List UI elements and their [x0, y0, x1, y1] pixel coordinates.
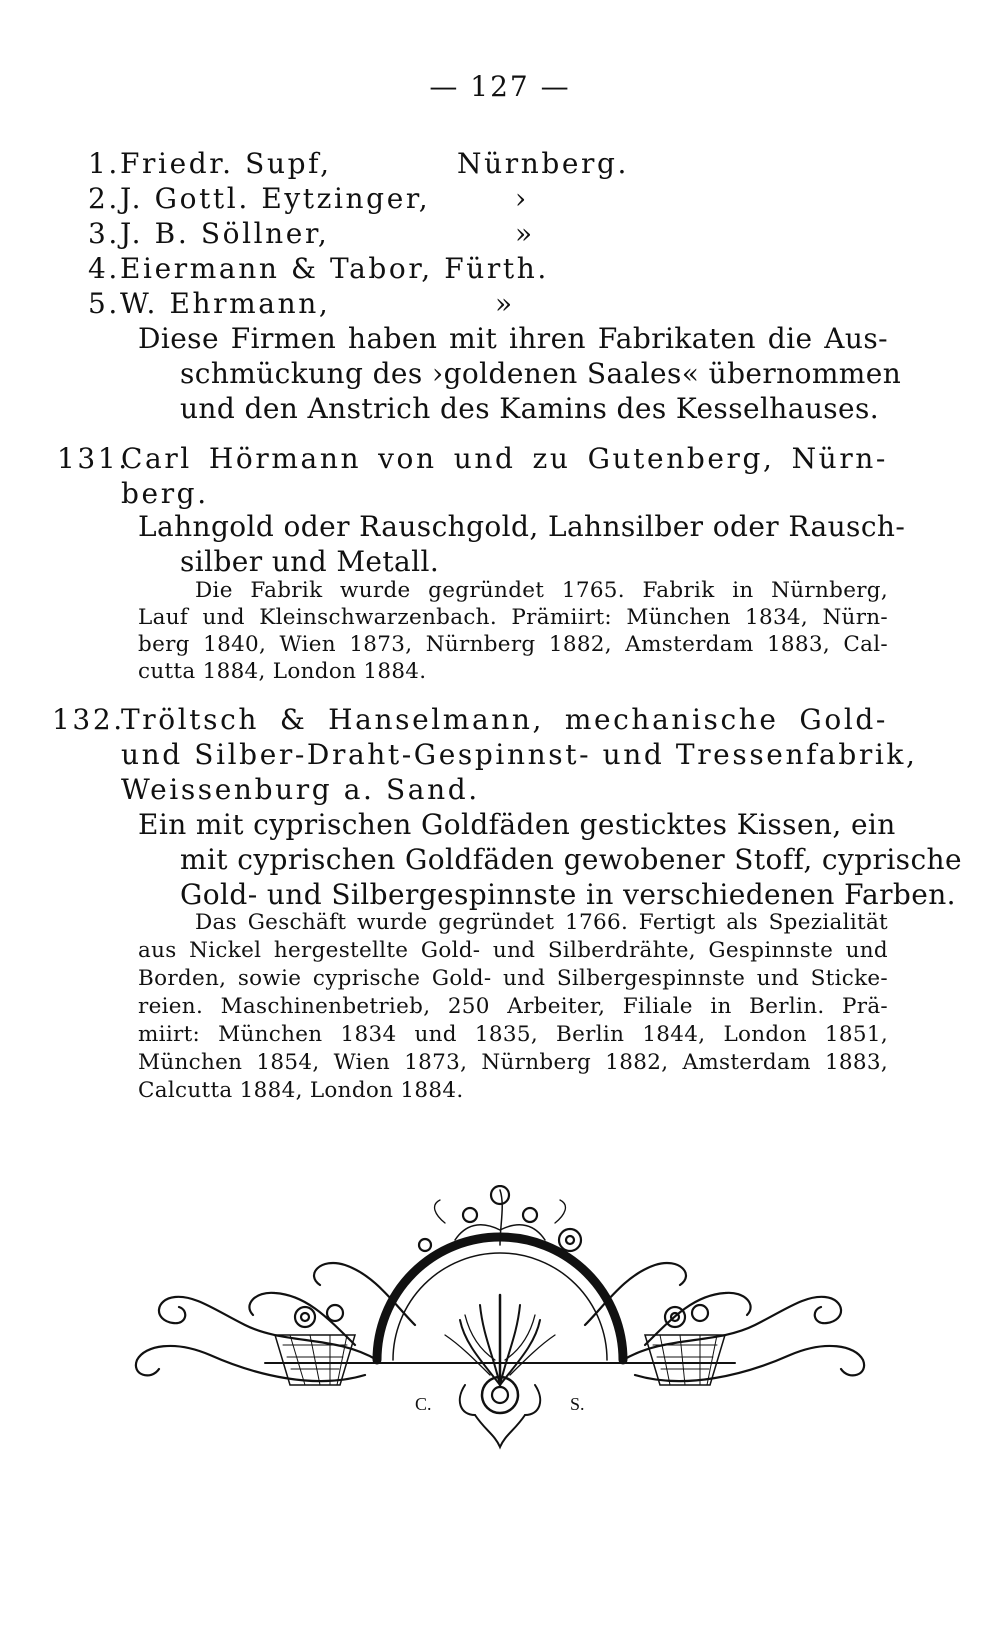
entry-note: cutta 1884, London 1884. — [138, 659, 427, 684]
entry-heading: berg. — [121, 477, 209, 510]
item-number: 2. — [88, 182, 120, 215]
ditto-mark: » — [495, 287, 515, 320]
entry-note: berg 1840, Wien 1873, Nürnberg 1882, Amsterdam 1883, Cal- — [138, 632, 888, 657]
entry-note: miirt: München 1834 und 1835, Berlin 1844, London 1851, — [138, 1022, 888, 1047]
monogram-left: C. — [415, 1394, 432, 1414]
firm-name: J. Gottl. Eytzinger, — [120, 182, 431, 215]
entry-heading: Weissenburg a. Sand. — [121, 773, 480, 806]
entry-note: München 1854, Wien 1873, Nürnberg 1882, Amsterdam 1883, — [138, 1050, 888, 1075]
list-item — [88, 217, 330, 250]
firm-name: Friedr. Supf, — [120, 147, 332, 180]
entry-number: 132. — [52, 703, 125, 736]
item-number: 1. — [88, 147, 120, 180]
list-item — [88, 182, 431, 215]
entry-heading: Tröltsch & Hanselmann, mechanische Gold- — [121, 703, 888, 736]
item-number: 5. — [88, 287, 120, 320]
entry-products: Ein mit cyprischen Goldfäden gesticktes Kissen, ein — [138, 808, 896, 841]
entry-note: Das Geschäft wurde gegründet 1766. Fertigt als Spezialität — [195, 910, 888, 935]
firms-note-line: und den Anstrich des Kamins des Kesselhauses. — [180, 392, 880, 425]
entry-products: silber und Metall. — [180, 545, 440, 578]
list-item — [88, 287, 331, 320]
list-item — [88, 147, 332, 180]
list-item — [88, 252, 549, 285]
monogram-right: S. — [570, 1394, 585, 1414]
firms-note-line: Diese Firmen haben mit ihren Fabrikaten die Aus- — [138, 322, 888, 355]
entry-number: 131. — [57, 442, 130, 475]
firm-name: Eiermann & Tabor, Fürth. — [120, 252, 549, 285]
firm-name: W. Ehrmann, — [120, 287, 331, 320]
entry-note: Lauf und Kleinschwarzenbach. Prämiirt: München 1834, Nürn- — [138, 605, 888, 630]
page-number: — 127 — — [429, 70, 571, 103]
entry-note: reien. Maschinenbetrieb, 250 Arbeiter, Filiale in Berlin. Prä- — [138, 994, 888, 1019]
entry-note: Calcutta 1884, London 1884. — [138, 1078, 464, 1103]
floral-vignette-ornament-icon — [115, 1185, 885, 1450]
entry-heading: Carl Hörmann von und zu Gutenberg, Nürn- — [121, 442, 888, 475]
entry-note: Die Fabrik wurde gegründet 1765. Fabrik in Nürnberg, — [195, 578, 888, 603]
firms-note-line: schmückung des ›goldenen Saales« übernommen — [180, 357, 902, 390]
firm-name: J. B. Söllner, — [120, 217, 330, 250]
ditto-mark: » — [515, 217, 535, 250]
item-number: 3. — [88, 217, 120, 250]
entry-products: Gold- und Silbergespinnste in verschiedenen Farben. — [180, 878, 956, 911]
firm-place: Nürnberg. — [457, 147, 630, 180]
entry-heading: und Silber-Draht-Gespinnst- und Tressenfabrik, — [121, 738, 918, 771]
item-number: 4. — [88, 252, 120, 285]
ditto-mark: › — [515, 182, 529, 215]
entry-products: mit cyprischen Goldfäden gewobener Stoff, cyprische — [180, 843, 962, 876]
entry-note: Borden, sowie cyprische Gold- und Silbergespinnste und Sticke- — [138, 966, 888, 991]
entry-note: aus Nickel hergestellte Gold- und Silberdrähte, Gespinnste und — [138, 938, 888, 963]
entry-products: Lahngold oder Rauschgold, Lahnsilber oder Rausch- — [138, 510, 906, 543]
